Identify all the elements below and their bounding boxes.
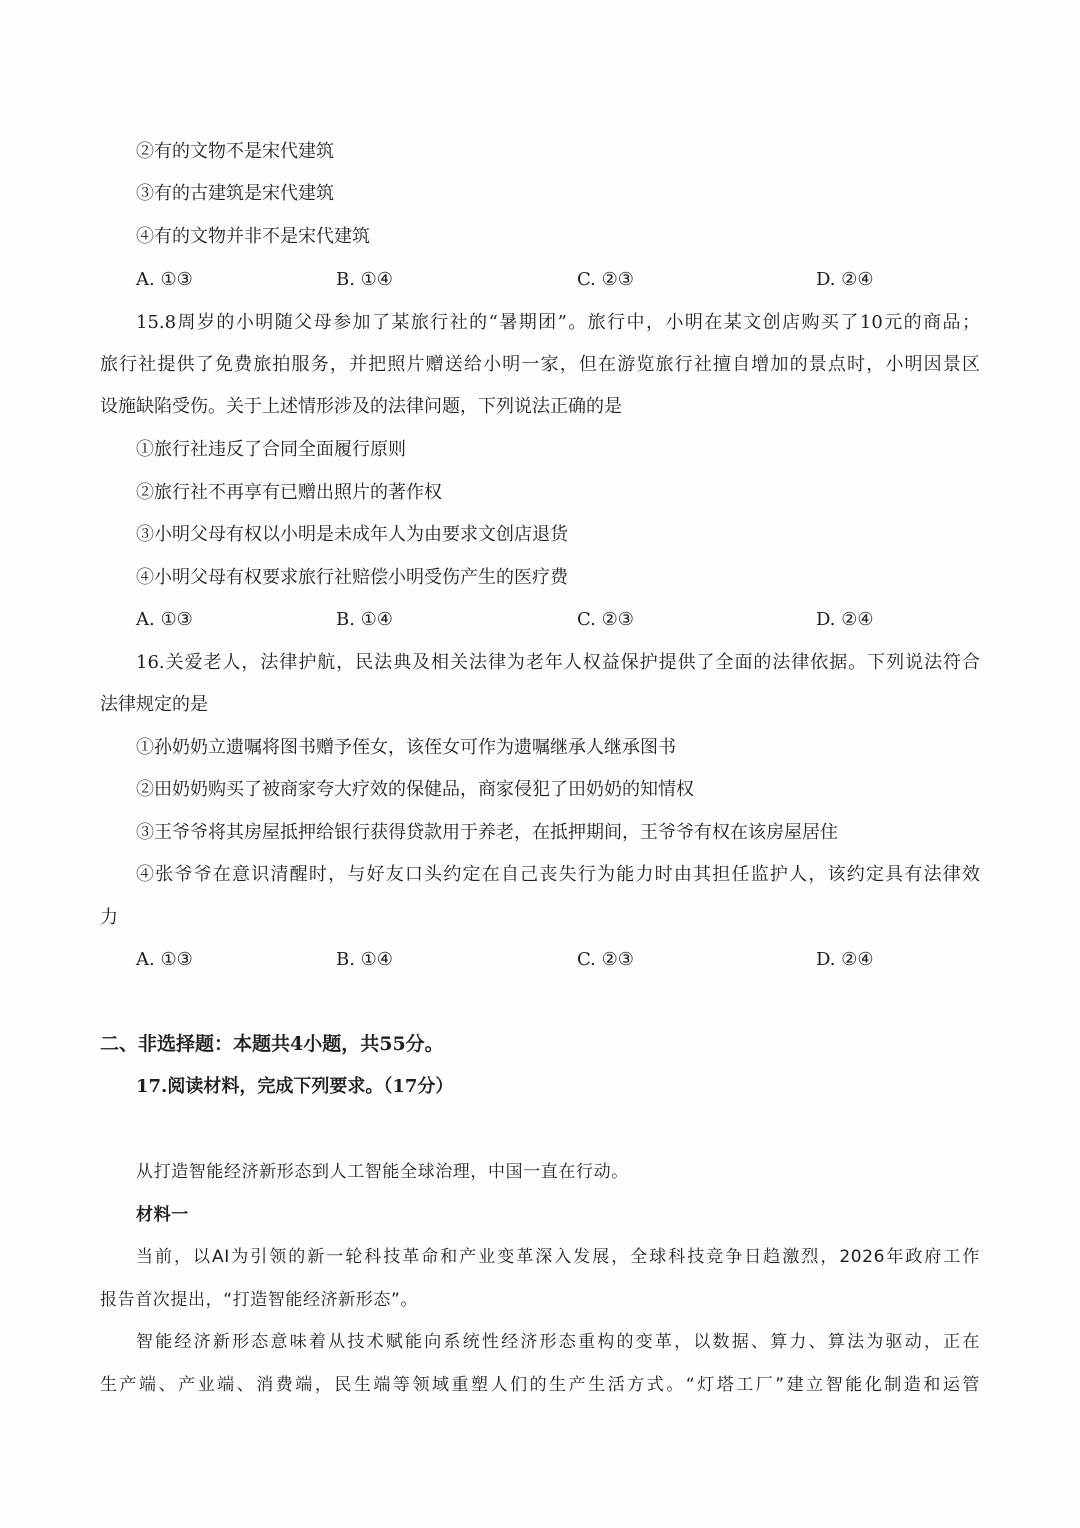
q15-item-4: ④小明父母有权要求旅行社赔偿小明受伤产生的医疗费 bbox=[136, 567, 568, 588]
q14-item-3: ③有的古建筑是宋代建筑 bbox=[136, 183, 334, 204]
q14-item-2: ②有的文物不是宋代建筑 bbox=[136, 141, 334, 162]
q16-item-4: ④张爷爷在意识清醒时，与好友口头约定在自己丧失行为能力时由其担任监护人，该约定具有法律效 bbox=[136, 864, 980, 885]
q16-option-a: A. ①③ bbox=[136, 949, 193, 970]
q15-item-1: ①旅行社违反了合同全面履行原则 bbox=[136, 439, 406, 460]
material-para2-line-2: 生产端、产业端、消费端，民生端等领域重塑人们的生产生活方式。“灯塔工厂”建立智能化制造和运管 bbox=[100, 1375, 980, 1395]
q14-option-c: C. ②③ bbox=[577, 269, 634, 290]
q14-item-4: ④有的文物并非不是宋代建筑 bbox=[136, 226, 370, 247]
q16-option-c: C. ②③ bbox=[577, 949, 634, 970]
q15-option-b: B. ①④ bbox=[336, 609, 393, 630]
material-para2-line-1: 智能经济新形态意味着从技术赋能向系统性经济形态重构的变革，以数据、算力、算法为驱动，正在 bbox=[136, 1332, 980, 1352]
q17-title: 17.阅读材料，完成下列要求。（17分） bbox=[136, 1076, 454, 1097]
q16-item-4-cont: 力 bbox=[100, 907, 118, 928]
material-label: 材料一 bbox=[136, 1205, 189, 1225]
q15-stem-line-1: 15.8周岁的小明随父母参加了某旅行社的“暑期团”。旅行中，小明在某文创店购买了10元的商品； bbox=[136, 312, 980, 333]
q16-stem-line-2: 法律规定的是 bbox=[100, 694, 208, 715]
q15-item-2: ②旅行社不再享有已赠出照片的著作权 bbox=[136, 482, 442, 503]
q15-stem-line-3: 设施缺陷受伤。关于上述情形涉及的法律问题，下列说法正确的是 bbox=[100, 396, 622, 417]
q15-option-c: C. ②③ bbox=[577, 609, 634, 630]
material-intro: 从打造智能经济新形态到人工智能全球治理，中国一直在行动。 bbox=[136, 1162, 629, 1182]
q15-item-3: ③小明父母有权以小明是未成年人为由要求文创店退货 bbox=[136, 524, 568, 545]
q16-option-b: B. ①④ bbox=[336, 949, 393, 970]
q14-option-a: A. ①③ bbox=[136, 269, 193, 290]
q14-option-b: B. ①④ bbox=[336, 269, 393, 290]
material-para1-line-2: 报告首次提出，“打造智能经济新形态”。 bbox=[100, 1290, 419, 1310]
q16-stem-line-1: 16.关爱老人，法律护航，民法典及相关法律为老年人权益保护提供了全面的法律依据。下列说法符合 bbox=[136, 652, 980, 673]
q15-stem-line-2: 旅行社提供了免费旅拍服务，并把照片赠送给小明一家，但在游览旅行社擅自增加的景点时，小明因景区 bbox=[100, 354, 980, 375]
q14-option-d: D. ②④ bbox=[816, 269, 874, 290]
q16-item-2: ②田奶奶购买了被商家夸大疗效的保健品，商家侵犯了田奶奶的知情权 bbox=[136, 779, 694, 800]
section-heading: 二、非选择题：本题共4小题，共55分。 bbox=[100, 1033, 444, 1055]
material-para1-line-1: 当前，以AI为引领的新一轮科技革命和产业变革深入发展，全球科技竞争日趋激烈，2026年政府工作 bbox=[136, 1247, 980, 1267]
q15-option-d: D. ②④ bbox=[816, 609, 874, 630]
q16-option-d: D. ②④ bbox=[816, 949, 874, 970]
q16-item-3: ③王爷爷将其房屋抵押给银行获得贷款用于养老，在抵押期间，王爷爷有权在该房屋居住 bbox=[136, 822, 838, 843]
q16-item-1: ①孙奶奶立遗嘱将图书赠予侄女，该侄女可作为遗嘱继承人继承图书 bbox=[136, 737, 676, 758]
q15-option-a: A. ①③ bbox=[136, 609, 193, 630]
